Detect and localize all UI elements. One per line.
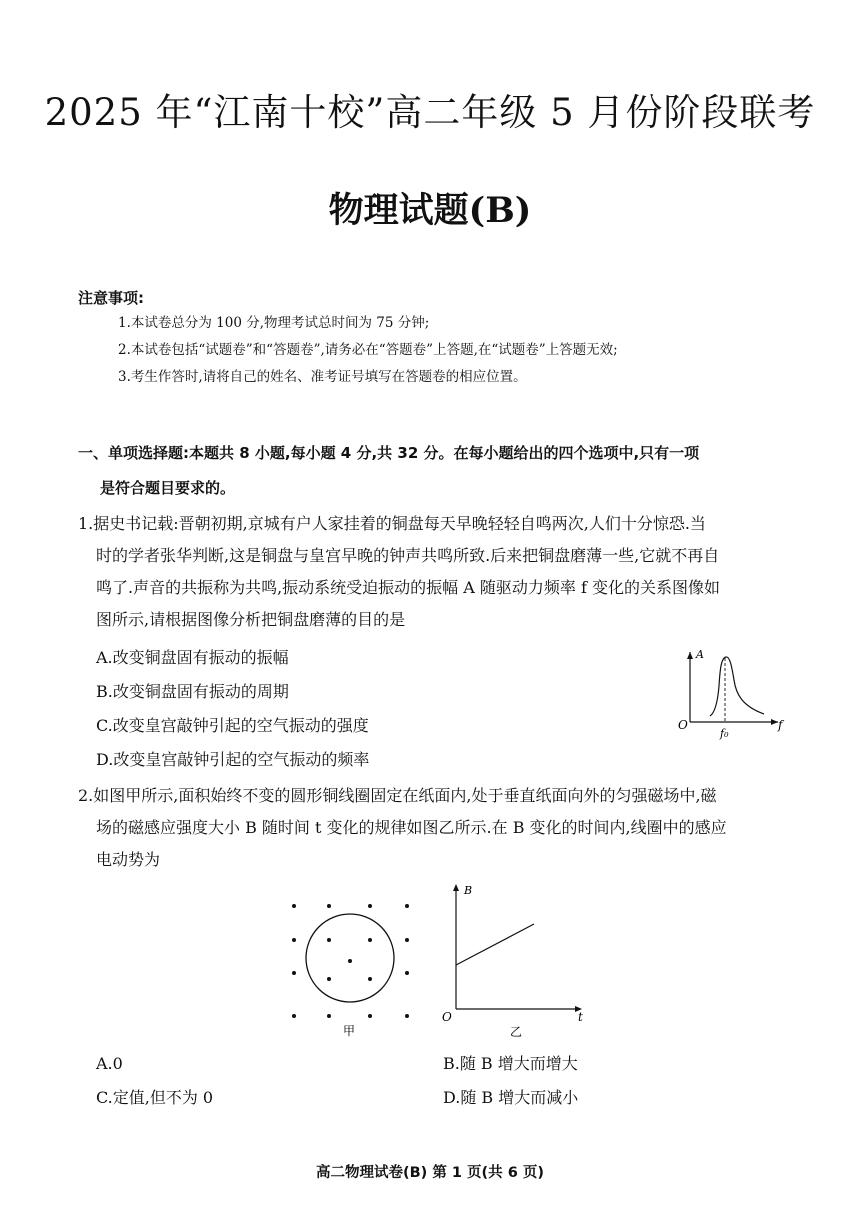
exam-title: 2025 年“江南十校”高二年级 5 月份阶段联考 xyxy=(44,91,816,134)
q1-peak-label: f₀ xyxy=(720,727,729,740)
q1-line-1: 1.据史书记载:晋朝初期,京城有户人家挂着的铜盘每天早晚轻轻自鸣两次,人们十分惊恐.当 xyxy=(78,514,706,533)
q2-option-d: D.随 B 增大而减小 xyxy=(443,1088,579,1107)
q1-origin-label: O xyxy=(678,718,688,732)
field-dots xyxy=(292,904,409,1018)
notice-item-3: 3.考生作答时,请将自己的姓名、准考证号填写在答题卷的相应位置。 xyxy=(118,369,527,385)
figure-left-caption: 甲 xyxy=(343,1024,356,1038)
q2-line-2: 场的磁感应强度大小 B 随时间 t 变化的规律如图乙所示.在 B 变化的时间内,线圈中的感应 xyxy=(96,818,727,837)
q1-y-label: A xyxy=(696,648,704,661)
q2-y-label: B xyxy=(464,884,473,897)
q2-line-1: 2.如图甲所示,面积始终不变的圆形铜线圈固定在纸面内,处于垂直纸面向外的匀强磁场中,磁 xyxy=(78,786,717,805)
figure-right-caption: 乙 xyxy=(510,1025,523,1039)
copper-coil xyxy=(306,914,394,1002)
q2-option-b: B.随 B 增大而增大 xyxy=(443,1054,578,1073)
q1-option-a: A.改变铜盘固有振动的振幅 xyxy=(96,648,289,667)
q1-line-3: 鸣了.声音的共振称为共鸣,振动系统受迫振动的振幅 A 随驱动力频率 f 变化的关系图像如 xyxy=(96,578,720,597)
notice-item-2: 2.本试卷包括“试题卷”和“答题卷”,请务必在“答题卷”上答题,在“试题卷”上答题无效; xyxy=(118,342,618,358)
q2-b-line xyxy=(456,924,534,965)
q2-option-c: C.定值,但不为 0 xyxy=(96,1088,214,1107)
q1-option-b: B.改变铜盘固有振动的周期 xyxy=(96,682,289,701)
q1-y-arrow xyxy=(687,652,693,659)
q1-line-2: 时的学者张华判断,这是铜盘与皇宫早晚的钟声共鸣所致.后来把铜盘磨薄一些,它就不再自 xyxy=(96,546,720,565)
exam-subtitle: 物理试题(B) xyxy=(328,190,532,231)
notice-heading: 注意事项: xyxy=(78,289,144,307)
page-footer: 高二物理试卷(B) 第 1 页(共 6 页) xyxy=(316,1165,544,1181)
b-t-graph-figure xyxy=(438,878,588,1043)
q1-resonance-curve xyxy=(710,657,764,716)
q1-line-4: 图所示,请根据图像分析把铜盘磨薄的目的是 xyxy=(96,610,406,629)
q2-x-label: t xyxy=(578,1010,583,1024)
q1-option-d: D.改变皇宫敲钟引起的空气振动的频率 xyxy=(96,750,370,769)
q2-y-arrow xyxy=(453,884,459,891)
q2-origin-label: O xyxy=(442,1010,452,1024)
q1-x-label: f xyxy=(778,718,783,732)
q1-option-c: C.改变皇宫敲钟引起的空气振动的强度 xyxy=(96,716,369,735)
notice-item-1: 1.本试卷总分为 100 分,物理考试总时间为 75 分钟; xyxy=(118,315,430,331)
coil-magnetic-field-figure xyxy=(283,895,423,1040)
resonance-curve-figure xyxy=(672,646,787,741)
q2-line-3: 电动势为 xyxy=(96,850,161,869)
q2-option-a: A.0 xyxy=(96,1054,123,1073)
section-heading-line1: 一、单项选择题:本题共 8 小题,每小题 4 分,共 32 分。在每小题给出的四个选项中,只有一项 xyxy=(78,444,700,462)
q1-x-arrow xyxy=(771,719,778,725)
section-heading-line2: 是符合题目要求的。 xyxy=(100,479,236,497)
